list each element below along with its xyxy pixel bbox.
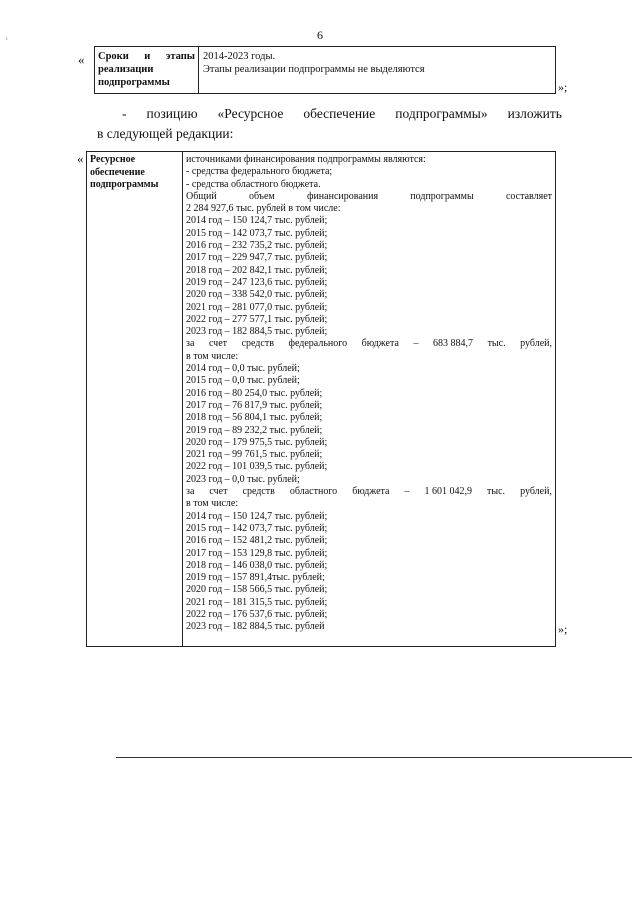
margin-mark: ı bbox=[6, 36, 8, 42]
regional-word: за bbox=[186, 486, 195, 498]
total-line-2: 2 284 927,6 тыс. рублей в том числе: bbox=[186, 203, 341, 215]
regional-year-line: 2019 год – 157 891,4тыс. рублей; bbox=[186, 572, 325, 584]
total-word: объем bbox=[248, 190, 275, 202]
table2-open-quote: « bbox=[77, 151, 84, 166]
federal-year-line: 2017 год – 76 817,9 тыс. рублей; bbox=[186, 399, 323, 411]
terms-label-line: реализации bbox=[98, 64, 154, 75]
federal-word: 683 884,7 bbox=[433, 338, 474, 350]
regional-year-line: 2020 год – 158 566,5 тыс. рублей; bbox=[186, 584, 328, 596]
federal-year-line: 2014 год – 0,0 тыс. рублей; bbox=[186, 363, 300, 375]
federal-word: – bbox=[413, 338, 419, 350]
regional-word: счет bbox=[209, 486, 228, 498]
instruction-word: изложить bbox=[507, 106, 562, 121]
terms-label-line: подпрограммы bbox=[98, 77, 170, 88]
instruction-word: подпрограммы» bbox=[395, 106, 488, 121]
terms-label-cell bbox=[95, 47, 199, 93]
regional-year-line: 2017 год – 153 129,8 тыс. рублей; bbox=[186, 547, 328, 559]
resources-label-line: Ресурсное bbox=[90, 154, 136, 165]
total-year-line: 2022 год – 277 577,1 тыс. рублей; bbox=[186, 313, 328, 325]
resources-value-cell bbox=[183, 152, 555, 646]
federal-year-line: 2022 год – 101 039,5 тыс. рублей; bbox=[186, 461, 328, 473]
federal-word: средств bbox=[241, 338, 274, 350]
instruction-line-2: в следующей редакции: bbox=[97, 126, 234, 141]
intro-line: - средства областного бюджета. bbox=[186, 178, 321, 190]
intro-line: - средства федерального бюджета; bbox=[186, 166, 333, 178]
page-number: 6 bbox=[317, 28, 323, 42]
total-word: составляет bbox=[505, 190, 552, 202]
federal-word: за bbox=[186, 338, 195, 350]
total-year-line: 2017 год – 229 947,7 тыс. рублей; bbox=[186, 252, 328, 264]
federal-year-line: 2019 год – 89 232,2 тыс. рублей; bbox=[186, 424, 323, 436]
terms-value-line: 2014-2023 годы. bbox=[203, 51, 276, 62]
federal-year-line: 2023 год – 0,0 тыс. рублей; bbox=[186, 473, 300, 485]
federal-year-line: 2021 год – 99 761,5 тыс. рублей; bbox=[186, 449, 323, 461]
regional-word: областного bbox=[289, 486, 338, 498]
regional-line-2: в том числе: bbox=[186, 498, 239, 510]
footer-rule bbox=[116, 757, 632, 758]
terms-label-line bbox=[98, 50, 195, 63]
regional-word: бюджета bbox=[352, 486, 390, 498]
regional-year-line: 2021 год – 181 315,5 тыс. рублей; bbox=[186, 596, 328, 608]
regional-year-line: 2018 год – 146 038,0 тыс. рублей; bbox=[186, 559, 328, 571]
regional-word: тыс. bbox=[487, 486, 506, 498]
federal-word: рублей, bbox=[520, 338, 552, 350]
regional-year-line: 2023 год – 182 884,5 тыс. рублей bbox=[186, 621, 325, 633]
table2-close-quote: »; bbox=[558, 622, 568, 636]
federal-word: бюджета bbox=[361, 338, 399, 350]
regional-word: рублей, bbox=[520, 486, 552, 498]
instruction-word: - bbox=[122, 106, 127, 121]
total-word: финансирования bbox=[306, 190, 379, 202]
resources-label-cell bbox=[87, 152, 183, 646]
federal-line-2: в том числе: bbox=[186, 350, 239, 362]
total-year-line: 2014 год – 150 124,7 тыс. рублей; bbox=[186, 215, 328, 227]
regional-word: – bbox=[404, 486, 410, 498]
terms-label-word: Сроки bbox=[98, 51, 129, 62]
resources-label-line: подпрограммы bbox=[90, 179, 159, 191]
total-year-line: 2020 год – 338 542,0 тыс. рублей; bbox=[186, 289, 328, 301]
terms-value-cell bbox=[199, 47, 555, 93]
terms-label-word: этапы bbox=[165, 51, 195, 62]
instruction-word: обеспечение bbox=[303, 106, 376, 121]
resources-table bbox=[86, 151, 556, 647]
total-year-line: 2015 год – 142 073,7 тыс. рублей; bbox=[186, 227, 328, 239]
instruction-word: «Ресурсное bbox=[217, 106, 284, 121]
resources-label-line: обеспечение bbox=[90, 166, 145, 178]
federal-year-line: 2020 год – 179 975,5 тыс. рублей; bbox=[186, 436, 328, 448]
terms-value-line: Этапы реализации подпрограммы не выделяются bbox=[203, 64, 425, 75]
federal-year-line: 2015 год – 0,0 тыс. рублей; bbox=[186, 375, 300, 387]
table1-close-quote: »; bbox=[558, 80, 568, 94]
instruction-line-1 bbox=[122, 104, 562, 124]
regional-year-line: 2015 год – 142 073,7 тыс. рублей; bbox=[186, 522, 328, 534]
federal-line-1 bbox=[186, 338, 552, 350]
total-line-1 bbox=[186, 191, 552, 203]
total-year-line: 2021 год – 281 077,0 тыс. рублей; bbox=[186, 301, 328, 313]
total-year-line: 2023 год – 182 884,5 тыс. рублей; bbox=[186, 326, 328, 338]
total-year-line: 2019 год – 247 123,6 тыс. рублей; bbox=[186, 276, 328, 288]
federal-year-line: 2016 год – 80 254,0 тыс. рублей; bbox=[186, 387, 323, 399]
regional-year-line: 2014 год – 150 124,7 тыс. рублей; bbox=[186, 510, 328, 522]
regional-year-line: 2022 год – 176 537,6 тыс. рублей; bbox=[186, 608, 328, 620]
federal-word: счет bbox=[208, 338, 228, 350]
total-word: подпрограммы bbox=[410, 190, 474, 202]
intro-line: источниками финансирования подпрограммы являются: bbox=[186, 154, 426, 165]
terms-label-word: и bbox=[144, 51, 151, 62]
total-word: Общий bbox=[186, 190, 217, 202]
regional-word: средств bbox=[242, 486, 275, 498]
federal-word: федерального bbox=[288, 338, 348, 350]
regional-year-line: 2016 год – 152 481,2 тыс. рублей; bbox=[186, 535, 328, 547]
federal-year-line: 2018 год – 56 804,1 тыс. рублей; bbox=[186, 412, 323, 424]
instruction-word: позицию bbox=[146, 106, 198, 121]
regional-line-1 bbox=[186, 486, 552, 498]
table1-open-quote: « bbox=[78, 52, 85, 67]
total-year-line: 2016 год – 232 735,2 тыс. рублей; bbox=[186, 240, 328, 252]
federal-word: тыс. bbox=[487, 338, 506, 350]
regional-word: 1 601 042,9 bbox=[424, 486, 473, 498]
terms-table bbox=[94, 46, 556, 94]
total-year-line: 2018 год – 202 842,1 тыс. рублей; bbox=[186, 264, 328, 276]
